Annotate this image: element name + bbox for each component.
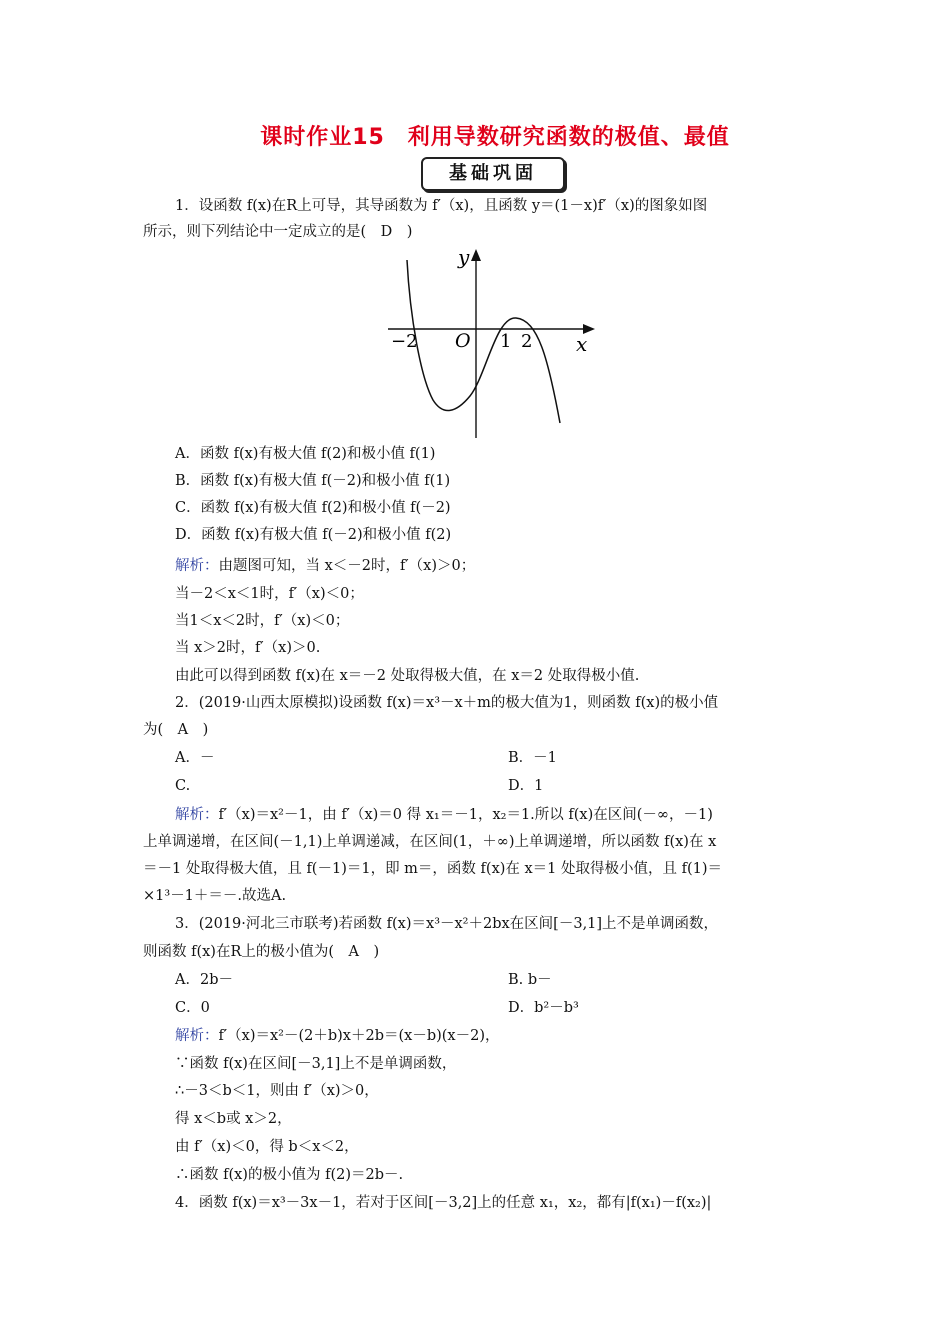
- q3-analysis-line5: 由 f′（x)＜0，得 b＜x＜2，: [175, 1139, 359, 1155]
- section-badge: 基础巩固: [421, 157, 565, 191]
- q3-option-a: A．2b－: [175, 972, 233, 988]
- q2-option-a: A．－: [175, 750, 215, 766]
- q1-analysis-line1: [175, 556, 475, 576]
- q3-analysis-line2: ∵函数 f(x)在区间[－3,1]上不是单调函数，: [175, 1056, 457, 1072]
- graph-curve: [407, 260, 560, 423]
- q3-option-d: D．b²－b³: [508, 1000, 579, 1016]
- q1-analysis-line2: 当－2＜x＜1时，f′（x)＜0；: [175, 586, 364, 602]
- q2-stem-line2: 为( A ): [143, 722, 209, 738]
- q3-option-b: B. b－: [508, 972, 552, 988]
- graph-y-label: y: [458, 248, 470, 269]
- q1-option-d: D．函数 f(x)有极大值 f(－2)和极小值 f(2): [175, 527, 452, 543]
- q1-analysis-line5: 由此可以得到函数 f(x)在 x＝－2 处取得极大值，在 x＝2 处取得极小值.: [175, 668, 640, 684]
- q1-stem-line2: 所示，则下列结论中一定成立的是( D ): [143, 224, 413, 240]
- q2-analysis-line4: ×1³－1＋＝－.故选A.: [143, 888, 287, 904]
- q3-stem-line1: 3．(2019·河北三市联考)若函数 f(x)＝x³－x²＋2bx在区间[－3,1]上不是单调函数，: [175, 916, 719, 932]
- q2-analysis-line3: ＝－1 处取得极大值，且 f(－1)＝1，即 m＝，函数 f(x)在 x＝1 处取得极小值，且 f(1)＝: [143, 861, 723, 877]
- q2-option-c: C.: [175, 778, 191, 794]
- q2-analysis-label: 解析：: [175, 807, 219, 823]
- q3-analysis-line1: [175, 1026, 499, 1046]
- q1-option-c: C．函数 f(x)有极大值 f(2)和极小值 f(－2): [175, 500, 451, 516]
- q2-analysis-line2: 上单调递增，在区间(－1,1)上单调递减，在区间(1，＋∞)上单调递增，所以函数 f(x)在 x: [143, 834, 717, 850]
- q3-option-c: C．0: [175, 1000, 210, 1016]
- q3-analysis-line3: ∴－3＜b＜1，则由 f′（x)＞0，: [175, 1083, 379, 1099]
- q1-option-b: B．函数 f(x)有极大值 f(－2)和极小值 f(1): [175, 473, 451, 489]
- graph-x-label: x: [576, 332, 588, 356]
- q1-analysis-line3: 当1＜x＜2时，f′（x)＜0；: [175, 613, 350, 629]
- graph-tick-1: 1: [500, 331, 512, 352]
- graph-origin-label: O: [455, 330, 471, 352]
- q4-stem-line1: 4．函数 f(x)＝x³－3x－1，若对于区间[－3,2]上的任意 x₁，x₂，都有|f(x₁)－f(x₂)|: [175, 1195, 712, 1211]
- q2-stem-line1: 2．(2019·山西太原模拟)设函数 f(x)＝x³－x＋m的极大值为1，则函数 f(x)的极小值: [175, 695, 719, 711]
- q1-function-graph: [388, 248, 598, 440]
- q3-analysis-line6: ∴函数 f(x)的极小值为 f(2)＝2b－.: [175, 1167, 404, 1183]
- q2-option-d: D．1: [508, 778, 544, 794]
- q2-analysis-line1: [175, 805, 713, 825]
- q1-option-a: A．函数 f(x)有极大值 f(2)和极小值 f(1): [175, 446, 436, 462]
- q2-option-b: B．－1: [508, 750, 557, 766]
- graph-y-arrow: [471, 249, 481, 261]
- q1-stem-line1: 1．设函数 f(x)在R上可导，其导函数为 f′（x)，且函数 y＝(1－x)f′（x)的图象如图: [175, 198, 708, 214]
- q3-analysis-line4: 得 x＜b或 x＞2，: [175, 1111, 292, 1127]
- page-title: 课时作业15 利用导数研究函数的极值、最值: [260, 125, 730, 150]
- q3-stem-line2: 则函数 f(x)在R上的极小值为( A ): [143, 944, 380, 960]
- graph-tick-2: 2: [521, 331, 533, 352]
- q1-analysis-label: 解析：: [175, 558, 219, 574]
- q2-analysis-text1: f′（x)＝x²－1，由 f′（x)＝0 得 x₁＝－1，x₂＝1.所以 f(x)在区间(－∞，－1): [218, 807, 713, 823]
- q1-analysis-line4: 当 x＞2时，f′（x)＞0.: [175, 640, 321, 656]
- q3-analysis-text1: f′（x)＝x²－(2＋b)x＋2b＝(x－b)(x－2)，: [218, 1028, 500, 1044]
- graph-tick-neg2: −2: [391, 331, 418, 352]
- q3-analysis-label: 解析：: [175, 1028, 219, 1044]
- q1-analysis-text1: 由题图可知，当 x＜－2时，f′（x)＞0；: [218, 558, 476, 574]
